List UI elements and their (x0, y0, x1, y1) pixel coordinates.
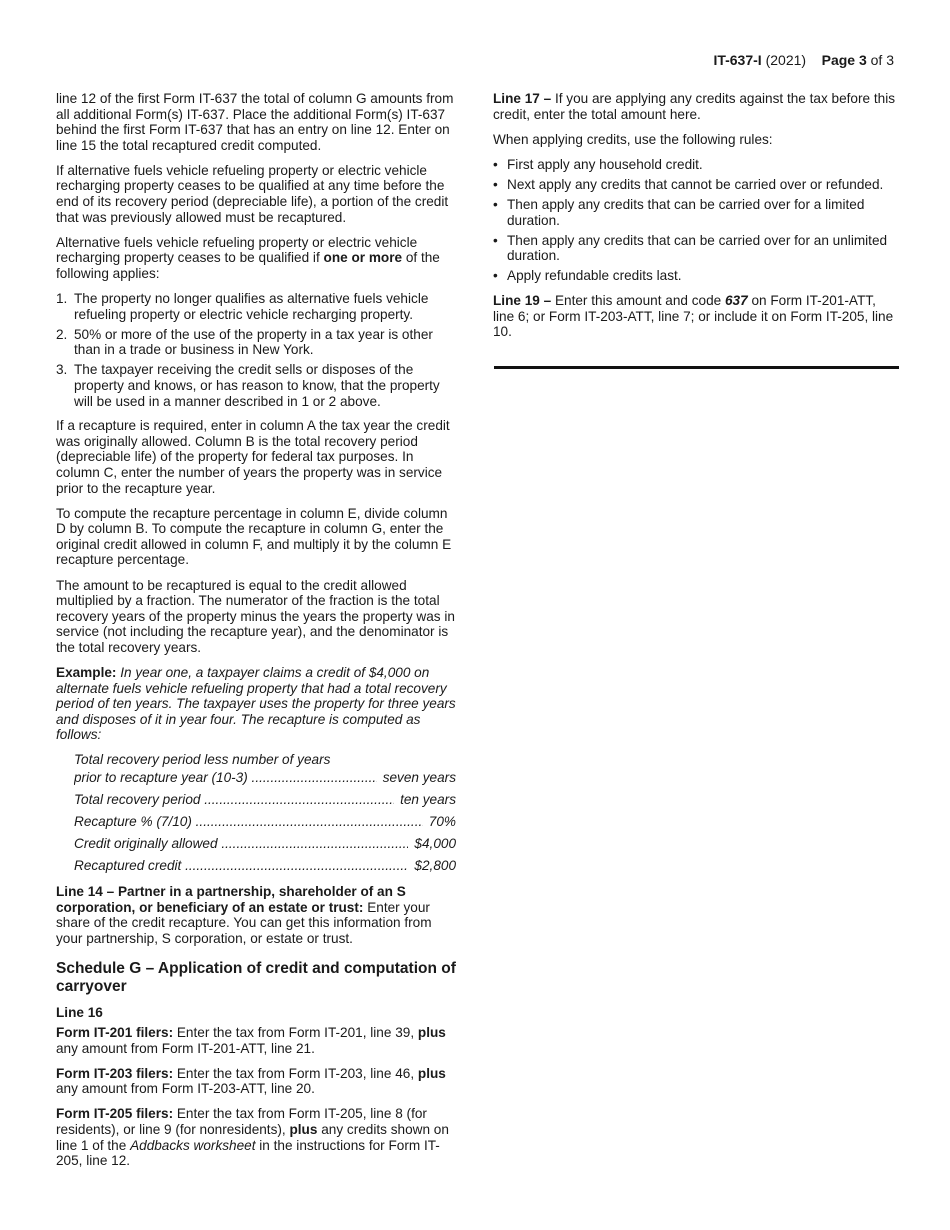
paragraph-example: Example: In year one, a taxpayer claims a credit of $4,000 on alternate fuels vehicle refueling property that had a total recovery period of ten years. The taxpayer uses the property for three years and disposes of it in year four. The recapture is computed as follows: (56, 665, 456, 743)
right-column (493, 91, 898, 349)
rules-list (493, 157, 898, 284)
paragraph-it205: Form IT-205 filers: Enter the tax from Form IT-205, line 8 (for residents), or line 9 (for nonresidents), plus any credits shown on line 1 of the Addbacks worksheet in the instructions for Form IT-205, line 12. (56, 1106, 449, 1169)
list-item: • Then apply any credits that can be carried over for a limited duration. (493, 196, 865, 228)
calc-row: Credit originally allowed ..... $4,000 (74, 836, 456, 852)
paragraph-recapture-intro: If alternative fuels vehicle refueling property or electric vehicle recharging property ceases to be qualified at any time before the end of its recovery period (depreciable life), a portion of the credit that was previously allowed must be recaptured. (56, 162, 449, 225)
calc-row: prior to recapture year (10-3) ..... seven years (74, 770, 456, 786)
list-item: • Apply refundable credits last. (493, 268, 682, 284)
section-end-rule (494, 366, 899, 369)
paragraph-columns-eg: To compute the recapture percentage in column E, divide column D by column B. To compute the recapture in column G, enter the original credit allowed in column F, and multiply it by the column E recapture percentage. (56, 505, 452, 568)
page-header (713, 53, 894, 69)
paragraph-amount-recaptured: The amount to be recaptured is equal to the credit allowed multiplied by a fraction. The numerator of the fraction is the total recovery years of the property minus the years the property was in service (not including the recapture year), and the denominator is the total recovery years. (56, 577, 455, 655)
paragraph-it201: Form IT-201 filers: Enter the tax from Form IT-201, line 39, plus any amount from Form IT-201-ATT, line 21. (56, 1025, 446, 1056)
calc-row: Recaptured credit ..... $2,800 (74, 858, 456, 874)
paragraph-columns-abc: If a recapture is required, enter in column A the tax year the credit was originally allowed. Column B is the total recovery period (depreciable life) of the property for federal tax purposes. In column C, enter the number of years the property was in service prior to the recapture year. (56, 418, 450, 496)
calc-first-line: Total recovery period less number of years (74, 752, 331, 768)
calc-row: Recapture % (7/10) ..... 70% (74, 814, 456, 830)
page-of: of 3 (870, 52, 894, 68)
list-item: 1. The property no longer qualifies as alternative fuels vehicle refueling property or electric vehicle recharging property. (56, 291, 429, 322)
paragraph-it203: Form IT-203 filers: Enter the tax from Form IT-203, line 46, plus any amount from Form IT-203-ATT, line 20. (56, 1065, 446, 1097)
list-item: 3. The taxpayer receiving the credit sells or disposes of the property and knows, or has reason to know, that the property will be used in a manner described in 1 or 2 above. (56, 362, 440, 409)
calc-row: Total recovery period ..... ten years (74, 792, 456, 808)
paragraph-line12-continuation: line 12 of the first Form IT-637 the total of column G amounts from all additional Form(s) IT-637. Place the additional Form(s) IT-637 behind the first Form IT-637 that has an entry on line 12. Enter on line 15 the total recaptured credit computed. (56, 91, 454, 153)
form-year: (2021) (765, 52, 807, 68)
paragraph-cease-qualified: Alternative fuels vehicle refueling property or electric vehicle recharging property ceases to be qualified if one or more of the following applies: (56, 234, 440, 281)
list-item: • Next apply any credits that cannot be carried over or refunded. (493, 176, 884, 192)
list-item: • Then apply any credits that can be carried over for an unlimited duration. (493, 232, 888, 264)
recapture-calculation (74, 752, 456, 874)
left-column (56, 91, 456, 1178)
paragraph-line17: Line 17 – If you are applying any credits against the tax before this credit, enter the total amount here. (493, 91, 896, 122)
list-item: 2. 50% or more of the use of the property in a tax year is other than in a trade or business in New York. (56, 326, 433, 358)
paragraph-rules-intro: When applying credits, use the following rules: (493, 131, 773, 147)
list-item: • First apply any household credit. (493, 156, 703, 172)
line16-heading: Line 16 (56, 1005, 103, 1021)
page-label: Page 3 (821, 52, 867, 68)
form-id: IT-637-I (713, 52, 762, 68)
paragraph-line19: Line 19 – Enter this amount and code 637 on Form IT-201-ATT, line 6; or Form IT-203-ATT, line 7; or include it on Form IT-205, line 10. (493, 292, 894, 340)
schedule-g-heading: Schedule G – Application of credit and computation of carryover (56, 960, 456, 996)
paragraph-line14: Line 14 – Partner in a partnership, shareholder of an S corporation, or beneficiary of an estate or trust: Enter your share of the credit recapture. You can get this information from your partnership, S corporation, or estate or trust. (56, 884, 432, 946)
condition-list (56, 291, 456, 409)
